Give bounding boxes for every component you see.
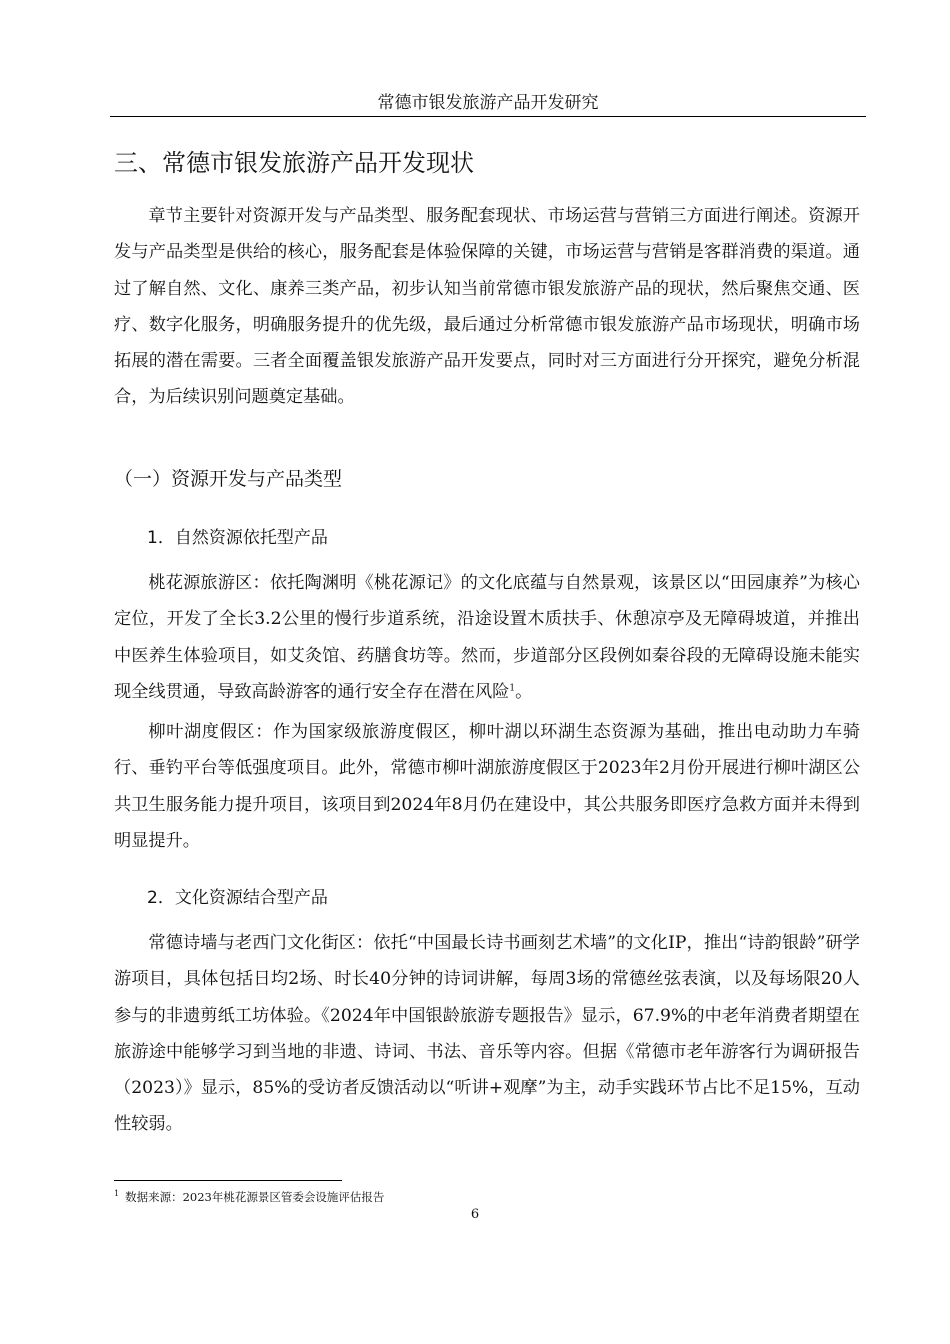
subheading-natural-resources: 1．自然资源依托型产品	[147, 528, 328, 548]
chapter-intro-paragraph: 章节主要针对资源开发与产品类型、服务配套现状、市场运营与营销三方面进行阐述。资源开发与产品类型是供给的核心，服务配套是体验保障的关键，市场运营与营销是客群消费的渠道。通过了解自然、文化、康养三类产品，初步认知当前常德市银发旅游产品的现状，然后聚焦交通、医疗、数字化服务，明确服务提升的优先级，最后通过分析常德市银发旅游产品市场现状，明确市场拓展的潜在需要。三者全面覆盖银发旅游产品开发要点，同时对三方面进行分开探究，避免分析混合，为后续识别问题奠定基础。	[114, 206, 860, 408]
paragraph-taohuayuan-text: 桃花源旅游区：依托陶渊明《桃花源记》的文化底蕴与自然景观，该景区以“田园康养”为核心定位，开发了全长3.2公里的慢行步道系统，沿途设置木质扶手、休憩凉亭及无障碍坡道，并推出中医养生体验项目，如艾灸馆、药膳食坊等。然而，步道部分区段例如秦谷段的无障碍设施未能实现全线贯通，导致高龄游客的通行安全存在潜在风险	[114, 573, 860, 702]
footnote-text: 数据来源：2023年桃花源景区管委会设施评估报告	[125, 1189, 385, 1204]
header-divider	[110, 116, 866, 117]
paragraph-liuyehu: 柳叶湖度假区：作为国家级旅游度假区，柳叶湖以环湖生态资源为基础，推出电动助力车骑行、垂钓平台等低强度项目。此外，常德市柳叶湖旅游度假区于2023年2月份开展进行柳叶湖区公共卫生服务能力提升项目，该项目到2024年8月仍在建设中，其公共服务即医疗急救方面并未得到明显提升。	[114, 722, 860, 851]
chapter-title: 三、常德市银发旅游产品开发现状	[114, 149, 474, 177]
section-heading-resources: （一）资源开发与产品类型	[114, 468, 343, 490]
footnote	[114, 1186, 384, 1205]
footnote-marker: 1	[114, 1189, 120, 1198]
running-header: 常德市银发旅游产品开发研究	[377, 93, 599, 113]
subheading-cultural-resources: 2．文化资源结合型产品	[147, 888, 328, 908]
paragraph-taohuayuan-end: 。	[515, 681, 533, 702]
paragraph-poetry-wall: 常德诗墙与老西门文化街区：依托“中国最长诗书画刻艺术墙”的文化IP，推出“诗韵银龄”研学游项目，具体包括日均2场、时长40分钟的诗词讲解，每周3场的常德丝弦表演，以及每场限20人参与的非遗剪纸工坊体验。《2024年中国银龄旅游专题报告》显示，67.9%的中老年消费者期望在旅游途中能够学习到当地的非遗、诗词、书法、音乐等内容。但据《常德市老年游客行为调研报告（2023）》显示，85%的受访者反馈活动以“听讲+观摩”为主，动手实践环节占比不足15%，互动性较弱。	[114, 933, 860, 1135]
page-number: 6	[470, 1207, 480, 1222]
paragraph-taohuayuan	[114, 565, 860, 710]
footnote-reference[interactable]: 1	[509, 683, 516, 694]
footnote-divider	[114, 1180, 342, 1181]
